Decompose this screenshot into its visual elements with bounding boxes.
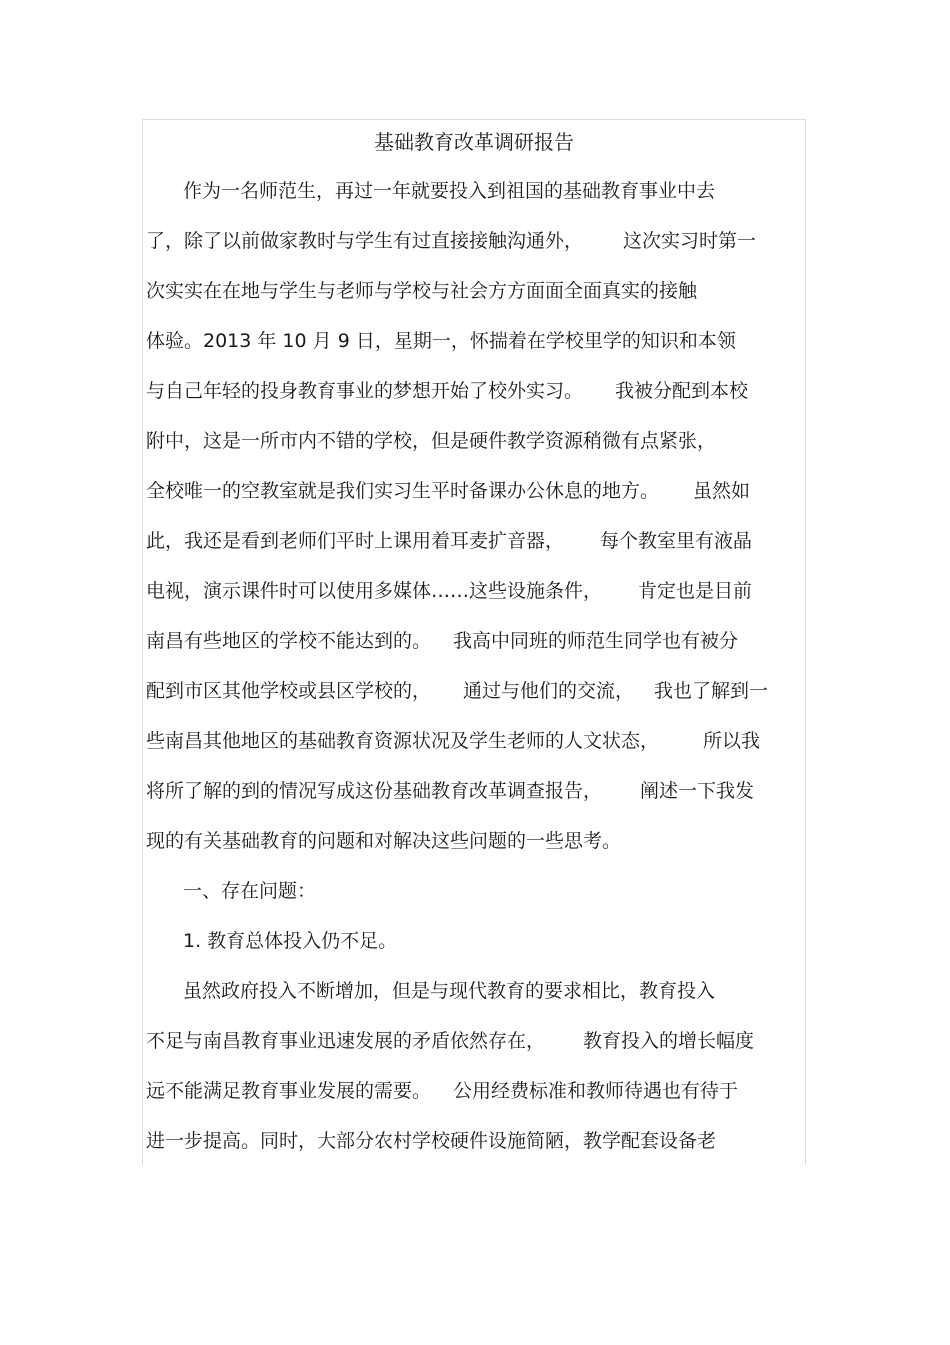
document-title: 基础教育改革调研报告 xyxy=(374,130,574,154)
paragraph-line: 全校唯一的空教室就是我们实习生平时备课办公休息的地方。 虽然如 xyxy=(146,480,751,502)
paragraph-line: 附中，这是一所市内不错的学校，但是硬件教学资源稍微有点紧张， xyxy=(146,430,717,452)
paragraph-line: 体验。2013 年 10 月 9 日，星期一，怀揣着在学校里学的知识和本领 xyxy=(146,330,736,352)
subsection-heading: 1. 教育总体投入仍不足。 xyxy=(183,930,398,952)
paragraph-line: 些南昌其他地区的基础教育资源状况及学生老师的人文状态， 所以我 xyxy=(146,730,761,752)
paragraph-line: 虽然政府投入不断增加，但是与现代教育的要求相比，教育投入 xyxy=(183,980,716,1002)
paragraph-line: 远不能满足教育事业发展的需要。 公用经费标准和教师待遇也有待于 xyxy=(146,1080,739,1102)
paragraph-line: 南昌有些地区的学校不能达到的。 我高中同班的师范生同学也有被分 xyxy=(146,630,739,652)
section-heading: 一、存在问题： xyxy=(183,880,317,902)
paragraph-line: 此，我还是看到老师们平时上课用着耳麦扩音器， 每个教室里有液晶 xyxy=(146,530,753,552)
paragraph-line: 与自己年轻的投身教育事业的梦想开始了校外实习。 我被分配到本校 xyxy=(146,380,749,402)
paragraph-line: 不足与南昌教育事业迅速发展的矛盾依然存在， 教育投入的增长幅度 xyxy=(146,1030,755,1052)
paragraph-line: 了，除了以前做家教时与学生有过直接接触沟通外， 这次实习时第一 xyxy=(146,230,757,252)
paragraph-line: 配到市区其他学校或县区学校的， 通过与他们的交流， 我也了解到一 xyxy=(146,680,769,702)
paragraph-line: 现的有关基础教育的问题和对解决这些问题的一些思考。 xyxy=(146,830,622,852)
paragraph-line: 将所了解的到的情况写成这份基础教育改革调查报告， 阐述一下我发 xyxy=(146,780,755,802)
paragraph-line: 进一步提高。同时，大部分农村学校硬件设施简陋，教学配套设备老 xyxy=(146,1130,717,1152)
paragraph-line: 作为一名师范生，再过一年就要投入到祖国的基础教育事业中去 xyxy=(183,180,716,202)
paragraph-line: 次实实在在地与学生与老师与学校与社会方方面面全面真实的接触 xyxy=(146,280,698,302)
paragraph-line: 电视，演示课件时可以使用多媒体……这些设施条件， 肯定也是目前 xyxy=(146,580,753,602)
